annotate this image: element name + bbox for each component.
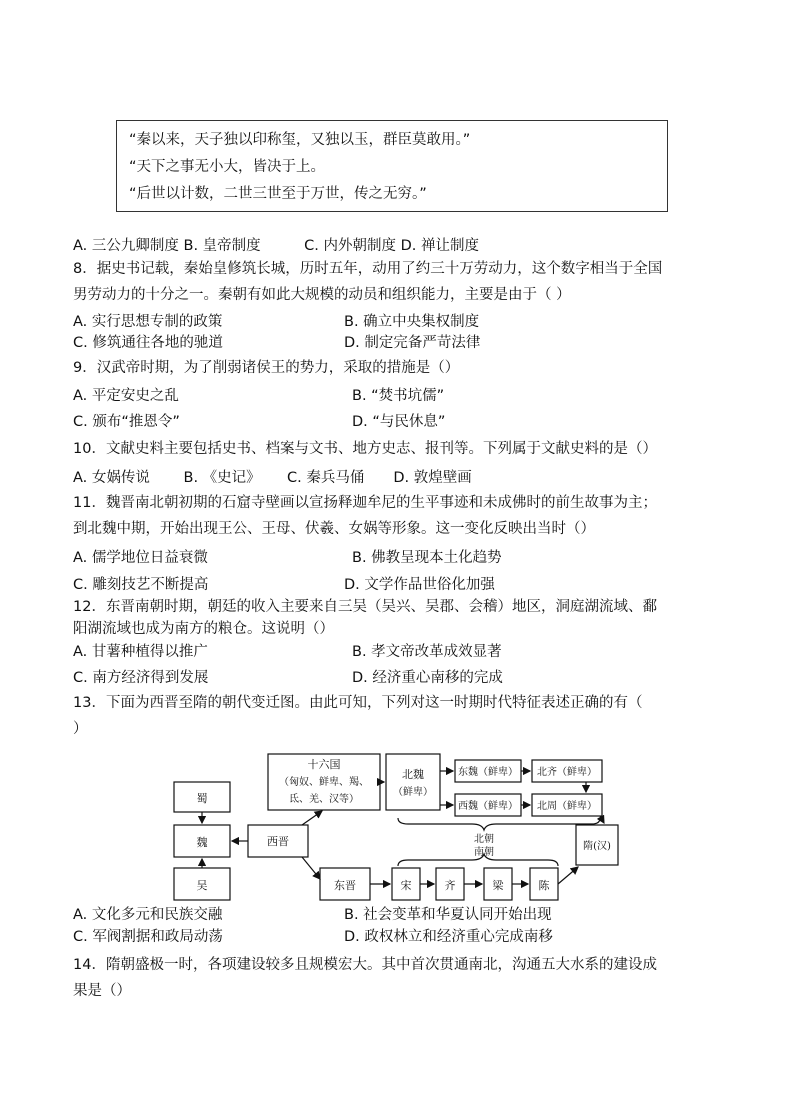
quote-line: “后世以计数，二世三世至于万世，传之无穷。” bbox=[129, 186, 427, 202]
q11-option-a: A. 儒学地位日益衰微 bbox=[73, 550, 208, 566]
dongwei-label: 东魏（鲜卑） bbox=[458, 767, 518, 778]
q7-options: A. 三公九卿制度 B. 皇帝制度 C. 内外朝制度 D. 禅让制度 bbox=[73, 238, 479, 254]
beiwei-box bbox=[386, 754, 440, 810]
q9-stem: 9．汉武帝时期，为了削弱诸侯王的势力，采取的措施是（） bbox=[73, 360, 460, 376]
q8-stem: 男劳动力的十分之一。秦朝有如此大规模的动员和组织能力，主要是由于（ ） bbox=[73, 287, 571, 303]
q9-option-c: C. 颁布“推恩令” bbox=[73, 414, 180, 430]
quote-line: “天下之事无小大，皆决于上。 bbox=[129, 159, 326, 175]
beiqi-label: 北齐（鲜卑） bbox=[537, 767, 597, 778]
chen-label: 陈 bbox=[538, 879, 550, 892]
q13-option-a: A. 文化多元和民族交融 bbox=[73, 907, 223, 923]
beichao-brace bbox=[398, 818, 600, 830]
q8-option-a: A. 实行思想专制的政策 bbox=[73, 314, 223, 330]
q12-stem: 阳湖流域也成为南方的粮仓。这说明（） bbox=[73, 621, 334, 637]
wu-label: 吴 bbox=[196, 879, 208, 892]
q10-stem: 10．文献史料主要包括史书、档案与文书、地方史志、报刊等。下列属于文献史料的是（） bbox=[73, 441, 657, 457]
sui-label: 隋(汉) bbox=[583, 841, 611, 852]
q11-option-b: B. 佛教呈现本土化趋势 bbox=[352, 550, 502, 566]
beizhou-label: 北周（鲜卑） bbox=[537, 801, 597, 812]
q12-option-d: D. 经济重心南移的完成 bbox=[352, 670, 503, 686]
beiwei-label: 北魏 bbox=[402, 768, 424, 781]
shu-label: 蜀 bbox=[196, 792, 208, 805]
q11-option-d: D. 文学作品世俗化加强 bbox=[344, 577, 495, 593]
shiliuguo-label: （匈奴、鲜卑、羯、 bbox=[279, 777, 369, 788]
wei-label: 魏 bbox=[196, 836, 208, 849]
source-quote-box bbox=[116, 120, 668, 212]
q11-stem: 到北魏中期，开始出现王公、王母、伏羲、女娲等形象。这一变化反映出当时（） bbox=[73, 521, 595, 537]
q13-option-b: B. 社会变革和华夏认同开始出现 bbox=[344, 907, 552, 923]
shiliuguo-label: 氐、羌、汉等） bbox=[289, 794, 359, 805]
beichao-label: 北朝 bbox=[474, 834, 494, 845]
q8-option-b: B. 确立中央集权制度 bbox=[344, 314, 480, 330]
song-label: 宋 bbox=[400, 879, 412, 892]
beiwei-label: （鲜卑） bbox=[393, 787, 433, 798]
q11-option-c: C. 雕刻技艺不断提高 bbox=[73, 577, 209, 593]
q14-stem: 果是（） bbox=[73, 983, 131, 999]
xijin-label: 西晋 bbox=[267, 835, 289, 848]
q11-stem: 11．魏晋南北朝初期的石窟寺壁画以宣扬释迦牟尼的生平事迹和未成佛时的前生故事为主； bbox=[73, 495, 657, 511]
q9-option-d: D. “与民休息” bbox=[352, 414, 446, 430]
q13-option-d: D. 政权林立和经济重心完成南移 bbox=[344, 929, 553, 945]
q13-option-c: C. 军阀割据和政局动荡 bbox=[73, 929, 223, 945]
q12-stem: 12．东晋南朝时期，朝廷的收入主要来自三吴（吴兴、吴郡、会稽）地区，洞庭湖流域、鄱 bbox=[73, 599, 657, 615]
shiliuguo-label: 十六国 bbox=[307, 758, 341, 771]
q10-options: A. 女娲传说 B. 《史记》 C. 秦兵马俑 D. 敦煌壁画 bbox=[73, 470, 472, 486]
q13-stem: 13．下面为西晋至隋的朝代变迁图。由此可知，下列对这一时期时代特征表述正确的有（ bbox=[73, 695, 643, 711]
q12-option-c: C. 南方经济得到发展 bbox=[73, 670, 209, 686]
q8-option-d: D. 制定完备严苛法律 bbox=[344, 335, 481, 351]
q12-option-a: A. 甘薯种植得以推广 bbox=[73, 644, 208, 660]
q8-option-c: C. 修筑通往各地的驰道 bbox=[73, 335, 223, 351]
dongjin-label: 东晋 bbox=[334, 879, 356, 892]
q13-stem: ） bbox=[73, 721, 88, 737]
nanchao-label: 南朝 bbox=[474, 847, 494, 858]
dynasty-change-diagram bbox=[172, 752, 620, 902]
quote-line: “秦以来，天子独以印称玺，又独以玉，群臣莫敢用。” bbox=[129, 132, 471, 148]
liang-label: 梁 bbox=[492, 879, 504, 892]
q9-option-a: A. 平定安史之乱 bbox=[73, 388, 179, 404]
q8-stem: 8．据史书记载，秦始皇修筑长城，历时五年，动用了约三十万劳动力，这个数字相当于全国 bbox=[73, 261, 663, 277]
q12-option-b: B. 孝文帝改革成效显著 bbox=[352, 644, 502, 660]
q9-option-b: B. “焚书坑儒” bbox=[352, 388, 445, 404]
qi-label: 齐 bbox=[444, 879, 456, 892]
q14-stem: 14．隋朝盛极一时，各项建设较多且规模宏大。其中首次贯通南北，沟通五大水系的建设成 bbox=[73, 957, 657, 973]
xiwei-label: 西魏（鲜卑） bbox=[458, 801, 518, 812]
